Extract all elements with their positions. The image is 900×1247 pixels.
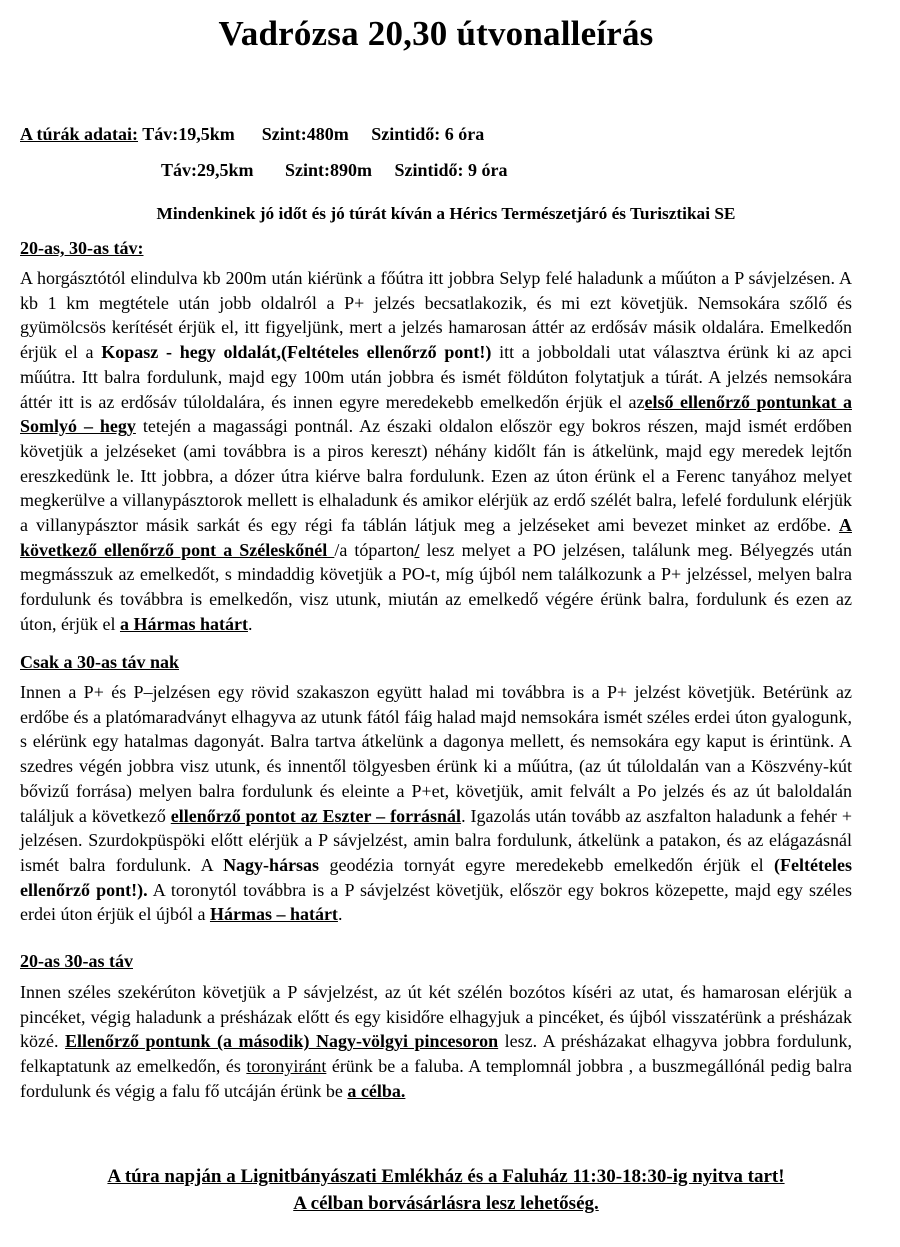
section-heading-30-only: Csak a 30-as táv nak	[20, 652, 180, 672]
distance-20: Táv:19,5km	[142, 124, 235, 144]
checkpoint-eszter: ellenőrző pontot az Eszter – forrásnál	[170, 805, 462, 826]
wish-line: Mindenkinek jó időt és jó túrát kíván a Hérics Természetjáró és Turisztikai SE	[156, 204, 736, 223]
elevation-30: Szint:890m	[285, 160, 373, 180]
checkpoint-somlyo: első ellenőrző pontunkat a Somlyó – hegy	[20, 391, 852, 437]
section-text-20-30: A horgásztótól elindulva kb 200m után kiérünk a főútra itt jobbra Selyp felé haladunk a műúton a P sávjelzésen. A kb 1 km megtétele után jobb oldalról a P+ jelzés becsatlakozik, és mi ezt követjük. Nemsokára szőlő és gyümölcsös kerítését érjük el, itt figyeljünk, mert a jelzés hamarosan áttér az erdősáv másik oldalára. Emelkedőn érjük el a Kopasz - hegy oldalát,(Feltételes ellenőrző pont!) itt a jobboldali utat választva érünk ki az apci műútra. Itt balra fordulunk, majd egy 100m után jobbra és ismét földúton folytatjuk a túrát. A jelzés nemsokára áttér itt is az erdősáv túloldalára, és innen egyre meredekebb emelkedőn érjük el azelső ellenőrző pontunkat a Somlyó – hegy tetején a magassági pontnál. Az északi oldalon először egy bokros részen, majd ismét erdőben követjük a jelzéseket (ami továbbra is a piros kereszt) néhány kidőlt fán is átkelünk, majd egy meredek lejtőn ereszkedünk le. Itt jobbra, a dózer útra kiérve balra fordulunk. Ezen az úton érünk el a Ferenc tanyához melyet megkerülve a villanypásztorok mellett is elhaladunk és amikor elérjük az erdő szélét balra, lefelé fordulunk elérjük a villanypásztor másik sarkát és egy régi fa táblán látjuk meg a jelzéseket ami bevezet minket az erdőbe. A következő ellenőrző pont a Széleskőnél /a tóparton/ lesz melyet a PO jelzésen, találunk meg. Bélyegzés után megmásszuk az emelkedőt, s mindaddig követjük a PO-t, míg újból nem találkozunk a P+ jelzéssel, melyen balra fordulunk és továbbra is emelkedőn, visz utunk, miután az emelkedő végére érünk balra, fordulunk és ezen az úton, érjük el a Hármas határt.	[20, 268, 853, 634]
section-text-final: Innen széles szekérúton követjük a P sávjelzést, az út két szélén bozótos kíséri az utat, és hamarosan elérjük a pincéket, végig haladunk a présházak előtt és egy kisidőre elhagyjuk a pincéket, és újból visszatérünk a présházak közé. Ellenőrző pontunk (a második) Nagy-völgyi pincesoron lesz. A présházakat elhagyva jobbra fordulunk, felkaptatunk az emelkedőn, és toronyiránt érünk be a faluba. A templomnál jobbra , a buszmegállónál pedig balra fordulunk és végig a falu fő utcáján érünk be a célba.	[20, 982, 853, 1101]
place-harmas-hatar: a Hármas határt	[119, 613, 248, 634]
stats-label: A túrák adatai:	[20, 124, 139, 144]
time-30: Szintidő: 9 óra	[394, 160, 508, 180]
footer-opening-hours: A túra napján a Lignitbányászati Emlékház és a Faluház 11:30-18:30-ig nyitva tart!	[107, 1166, 785, 1187]
distance-30: Táv:29,5km	[161, 160, 254, 180]
checkpoint-szeleskő: A következő ellenőrző pont a Széleskőnél	[20, 515, 852, 560]
finish-goal: a célba.	[347, 1080, 406, 1101]
place-harmas-hatar-2: Hármas – határt	[209, 904, 338, 925]
document-title: Vadrózsa 20,30 útvonalleírás	[218, 14, 654, 53]
time-20: Szintidő: 6 óra	[371, 124, 485, 144]
toronyirant: toronyiránt	[246, 1056, 327, 1077]
stats-row-1	[20, 124, 484, 145]
checkpoint-pincesor: Ellenőrző pontunk (a második) Nagy-völgyi pincesoron	[64, 1031, 499, 1052]
checkpoint-kopasz: Kopasz - hegy oldalát,(Feltételes ellenőrző pont!)	[101, 342, 492, 363]
checkpoint-conditional: (Feltételes ellenőrző pont!).	[20, 854, 852, 900]
footer-wine: A célban borvásárlásra lesz lehetőség.	[293, 1193, 599, 1214]
section-heading-20-30: 20-as, 30-as táv:	[20, 238, 144, 258]
stats-row-2	[161, 160, 508, 181]
section-heading-final: 20-as 30-as táv	[20, 951, 133, 971]
section-text-30-only: Innen a P+ és P–jelzésen egy rövid szakaszon együtt halad mi továbbra is a P+ jelzést követjük. Betérünk az erdőbe és a platómaradványt elhagyva az utunk fától fáig halad majd nemsokára ismét széles erdei úton gyalogunk, s elérünk egy hatalmas dagonyát. Balra tartva átkelünk a dagonya mellett, és nemsokára egy kaput is érintünk. A szedres végén jobbra visz utunk, és innentől tölgyesben érünk ki a műútra, (az út túloldalán van a Köszvény-kút bővizű forrása) melyen balra fordulunk és eleinte a P+et, követjük, amit felvált a Po jelzés és az út baloldalán találjuk a következő ellenőrző pontot az Eszter – forrásnál. Igazolás után tovább az aszfalton haladunk a fehér + jelzésen. Szurdokpüspöki előtt elérjük a P sávjelzést, amin balra fordulunk, átkelünk a patakon, és az elágazásnál ismét balra fordulunk. A Nagy-hársas geodézia tornyát egyre meredekebb emelkedőn érjük el (Feltételes ellenőrző pont!). A toronytól továbbra is a P sávjelzést követjük, először egy bokros közepette, majd egy széles erdei úton érjük el újból a Hármas – határt.	[20, 682, 853, 925]
place-nagy-harsas: Nagy-hársas	[223, 854, 320, 875]
elevation-20: Szint:480m	[261, 124, 349, 144]
